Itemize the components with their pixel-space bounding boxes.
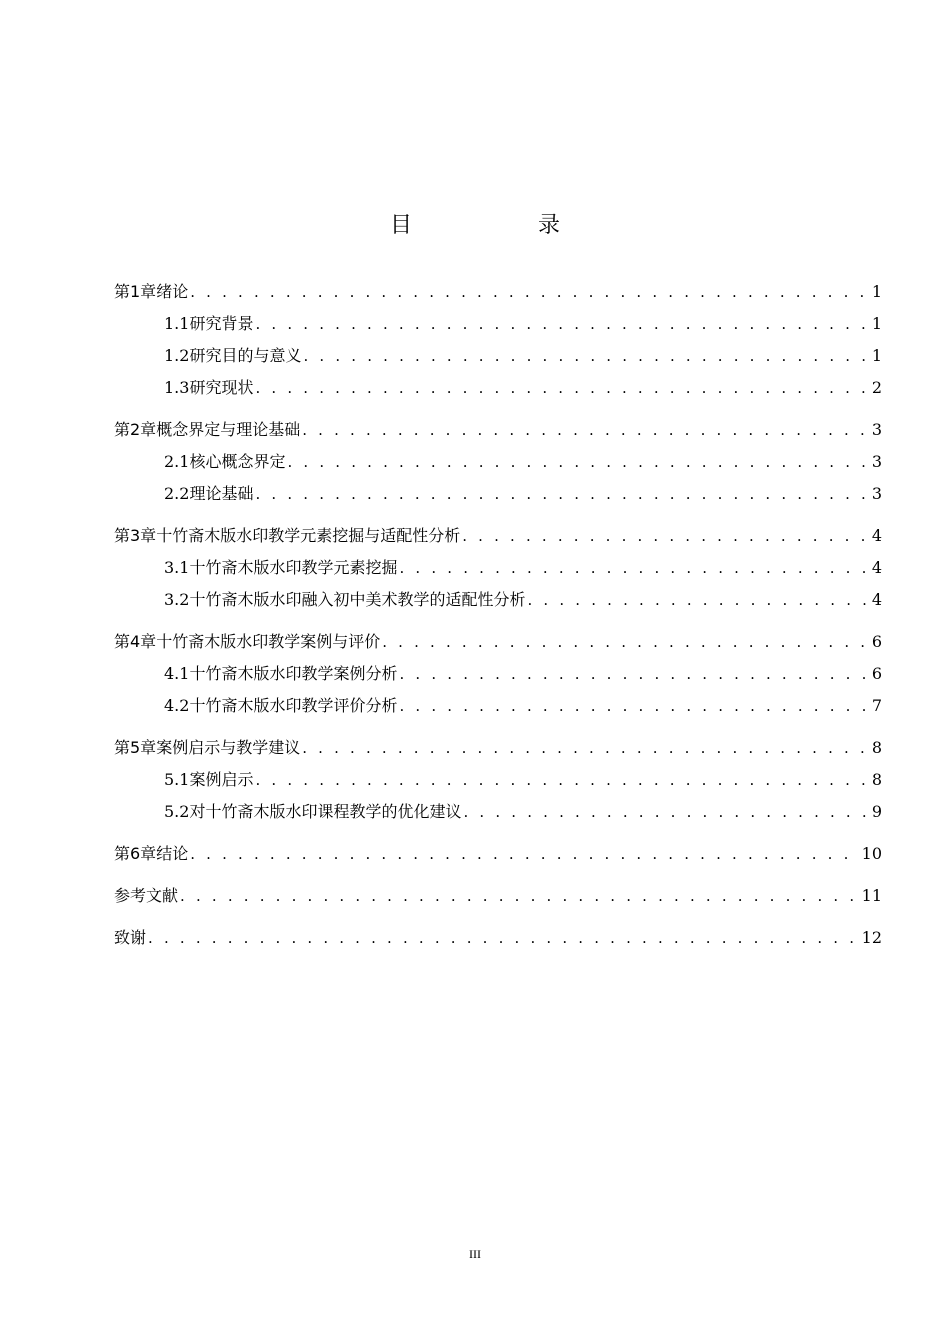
toc-entry-number: 3.2 [164,590,190,609]
toc-entry-section-3-2[interactable] [114,584,882,616]
toc-entry-chapter-4[interactable] [114,626,882,658]
dot-leader [180,880,858,912]
toc-entry-label: 绪论 [156,282,189,301]
toc-entry-page: 7 [871,696,882,715]
toc-entry-chapter-6[interactable] [114,838,882,870]
dot-leader [303,340,867,372]
toc-entry-section-5-1[interactable] [114,764,882,796]
dot-leader [399,690,867,722]
toc-entry-section-4-1[interactable] [114,658,882,690]
page-number-footer: III [469,1247,481,1261]
toc-entry-label: 案例启示与教学建议 [156,738,301,757]
toc-entry-number: 1.3 [164,378,190,397]
toc-entry-chapter-5[interactable] [114,732,882,764]
toc-entry-number: 第6章 [114,844,157,863]
toc-entry-number: 第2章 [114,420,157,439]
toc-entry-page: 1 [871,346,882,365]
toc-entry-label: 研究现状 [189,378,254,397]
toc-entry-page: 4 [871,590,882,609]
toc-entry-page: 12 [861,928,882,947]
dot-leader [255,372,867,404]
toc-entry-label: 十竹斋木版水印教学元素挖掘与适配性分析 [156,526,461,545]
toc-entry-section-1-2[interactable] [114,340,882,372]
toc-entry-number: 1.2 [164,346,190,365]
dot-leader [463,796,867,828]
toc-entry-label: 案例启示 [189,770,254,789]
dot-leader [382,626,868,658]
toc-entry-label: 参考文献 [114,886,179,905]
toc-entry-page: 8 [871,770,882,789]
toc-entry-number: 4.2 [164,696,190,715]
dot-leader [255,764,867,796]
toc-entry-number: 第5章 [114,738,157,757]
toc-entry-number: 第3章 [114,526,157,545]
toc-entry-page: 8 [871,738,882,757]
toc-entry-label: 十竹斋木版水印教学评价分析 [189,696,398,715]
toc-entry-label: 十竹斋木版水印教学案例分析 [189,664,398,683]
toc-entry-section-2-1[interactable] [114,446,882,478]
toc-entry-page: 9 [871,802,882,821]
toc-entry-label: 概念界定与理论基础 [156,420,301,439]
toc-entry-page: 1 [871,282,882,301]
dot-leader [302,414,868,446]
toc-entry-page: 3 [871,452,882,471]
toc-entry-label: 研究目的与意义 [189,346,302,365]
table-of-contents [114,276,882,954]
dot-leader [527,584,867,616]
toc-entry-chapter-1[interactable] [114,276,882,308]
dot-leader [148,922,858,954]
dot-leader [255,308,867,340]
page-title: 目 录 [389,213,612,238]
toc-entry-number: 2.1 [164,452,190,471]
toc-entry-label: 对十竹斋木版水印课程教学的优化建议 [189,802,462,821]
toc-entry-label: 研究背景 [189,314,254,333]
dot-leader [255,478,867,510]
toc-entry-section-1-1[interactable] [114,308,882,340]
toc-entry-section-2-2[interactable] [114,478,882,510]
dot-leader [462,520,868,552]
dot-leader [399,552,867,584]
toc-entry-chapter-3[interactable] [114,520,882,552]
toc-entry-page: 11 [861,886,882,905]
toc-entry-page: 1 [871,314,882,333]
toc-entry-page: 10 [861,844,882,863]
toc-entry-number: 2.2 [164,484,190,503]
dot-leader [302,732,868,764]
dot-leader [399,658,867,690]
toc-entry-number: 4.1 [164,664,190,683]
toc-entry-label: 结论 [156,844,189,863]
toc-entry-section-4-2[interactable] [114,690,882,722]
toc-entry-label: 核心概念界定 [189,452,286,471]
toc-entry-section-1-3[interactable] [114,372,882,404]
toc-entry-page: 4 [871,526,882,545]
dot-leader [287,446,867,478]
toc-entry-references[interactable] [114,880,882,912]
toc-entry-page: 3 [871,484,882,503]
toc-entry-page: 6 [871,664,882,683]
toc-entry-label: 理论基础 [189,484,254,503]
toc-entry-acknowledgements[interactable] [114,922,882,954]
toc-entry-number: 1.1 [164,314,190,333]
toc-entry-number: 5.2 [164,802,190,821]
toc-entry-page: 6 [871,632,882,651]
toc-entry-number: 5.1 [164,770,190,789]
dot-leader [190,276,868,308]
toc-entry-label: 十竹斋木版水印教学案例与评价 [156,632,381,651]
toc-entry-section-3-1[interactable] [114,552,882,584]
toc-entry-label: 致谢 [114,928,147,947]
toc-entry-chapter-2[interactable] [114,414,882,446]
toc-entry-number: 第4章 [114,632,157,651]
toc-entry-page: 2 [871,378,882,397]
toc-entry-number: 第1章 [114,282,157,301]
toc-entry-page: 4 [871,558,882,577]
dot-leader [190,838,857,870]
toc-entry-label: 十竹斋木版水印教学元素挖掘 [189,558,398,577]
toc-entry-number: 3.1 [164,558,190,577]
toc-entry-section-5-2[interactable] [114,796,882,828]
toc-entry-label: 十竹斋木版水印融入初中美术教学的适配性分析 [189,590,526,609]
toc-entry-page: 3 [871,420,882,439]
